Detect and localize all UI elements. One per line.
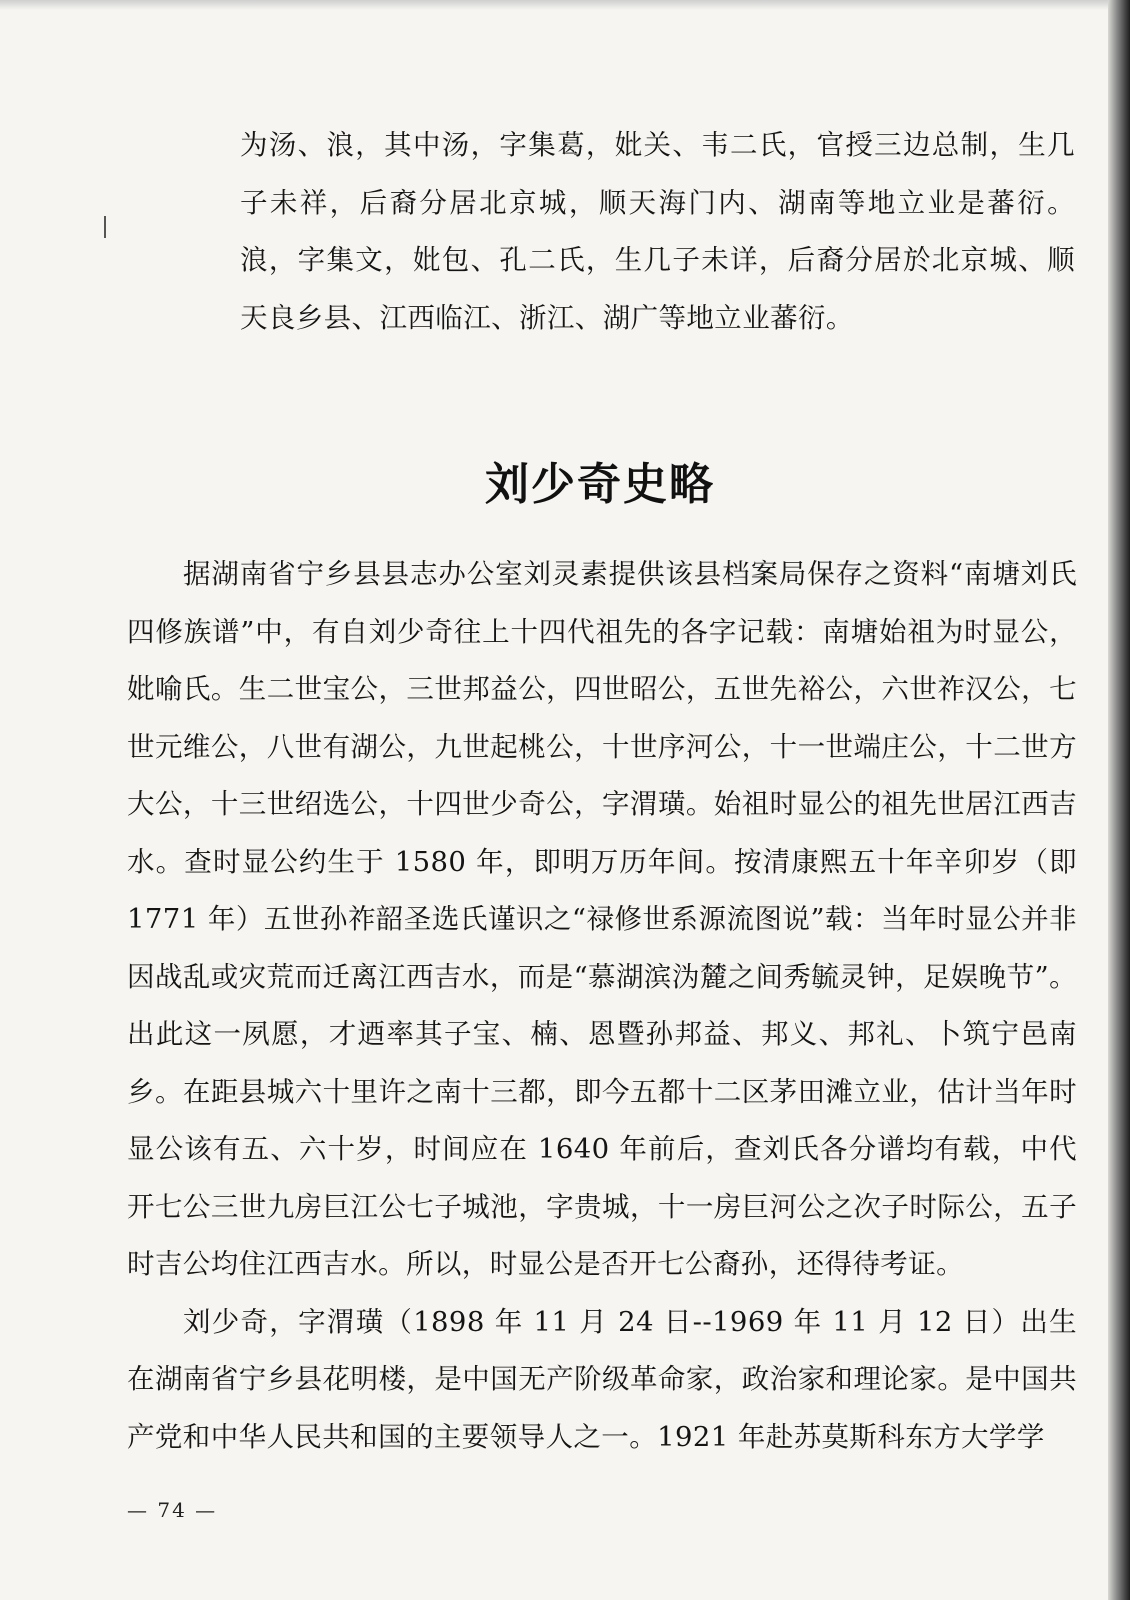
paragraph-genealogy: 据湖南省宁乡县县志办公室刘灵素提供该县档案局保存之资料“南塘刘氏四修族谱”中，有自刘少奇往上十四代祖先的各字记载：南塘始祖为时显公，妣喻氏。生二世宝公，三世邦益公，四世昭公，五世先裕公，六世祚汉公，七世元维公，八世有湖公，九世起桃公，十世序河公，十一世端庄公，十二世方大公，十三世绍选公，十四世少奇公，字渭璜。始祖时显公的祖先世居江西吉水。查时显公约生于 1580 年，即明万历年间。按清康熙五十年辛卯岁（即 1771 年）五世孙祚韶圣选氏谨识之“禄修世系源流图说”载：当年时显公并非因战乱或灾荒而迁离江西吉水，而是“慕湖滨沩麓之间秀毓灵钟，足娱晚节”。出此这一夙愿，才迺率其子宝、楠、恩暨孙邦益、邦义、邦礼、卜筑宁邑南乡。在距县城六十里许之南十三都，即今五都十二区茅田滩立业，估计当年时显公该有五、六十岁，时间应在 1640 年前后，查刘氏各分谱均有载，中代开七公三世九房巨江公七子城池，字贵城，十一房巨河公之次子时际公，五子时吉公均住江西吉水。所以，时显公是否开七公裔孙，还得待考证。 bbox=[127, 558, 1077, 1280]
section-title: 刘少奇史略 bbox=[485, 459, 715, 510]
article-body bbox=[127, 546, 1077, 1466]
continuation-paragraph: 为汤、浪，其中汤，字集葛，妣关、韦二氏，官授三边总制，生几子未祥，后裔分居北京城，顺天海门内、湖南等地立业是蕃衍。浪，字集文，妣包、孔二氏，生几子未详，后裔分居於北京城、顺天良乡县、江西临江、浙江、湖广等地立业蕃衍。 bbox=[240, 129, 1075, 334]
paragraph-biography: 刘少奇，字渭璜（1898 年 11 月 24 日--1969 年 11 月 12 日）出生在湖南省宁乡县花明楼，是中国无产阶级革命家，政治家和理论家。是中国共产党和中华人民共和国的主要领导人之一。1921 年赴苏莫斯科东方大学学 bbox=[127, 1305, 1077, 1453]
page-number: — 74 — bbox=[127, 1498, 218, 1522]
scan-right-edge bbox=[1108, 0, 1130, 1600]
scan-top-edge bbox=[0, 0, 1130, 10]
margin-mark bbox=[104, 216, 106, 238]
